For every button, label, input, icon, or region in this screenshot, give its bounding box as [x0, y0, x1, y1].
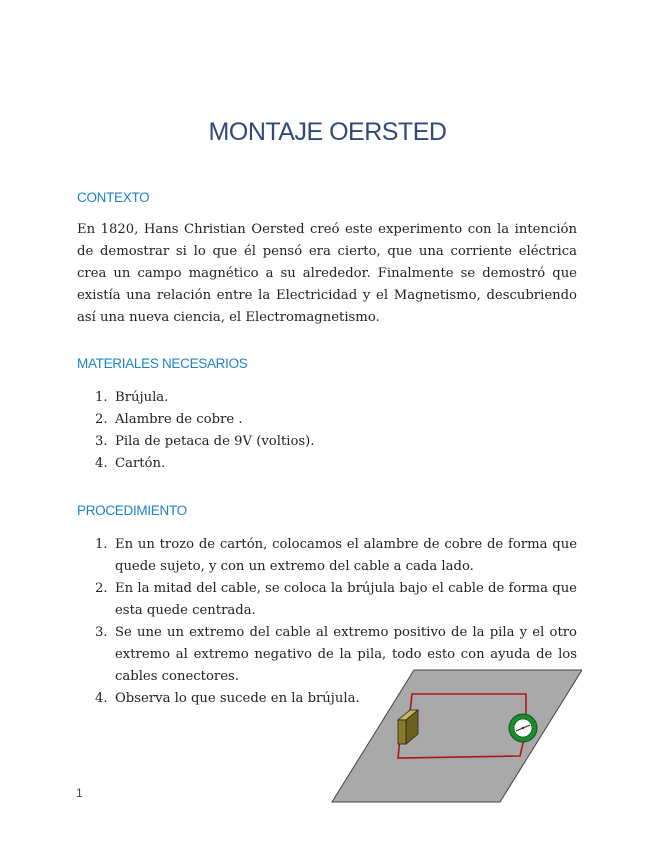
- context-paragraph: En 1820, Hans Christian Oersted creó este experimento con la intención de demostrar si lo que él pensó era cierto, que una corriente eléctrica crea un campo magnético a su alrededor. Finalmente se demostró que existía una relación entre la Electricidad y el Magnetismo, descubriendo así una nueva ciencia, el Electromagnetismo.: [77, 222, 577, 325]
- list-item: [77, 534, 577, 578]
- list-number: 2.: [95, 581, 108, 596]
- oersted-setup-figure: [330, 668, 582, 804]
- list-item-text: Observa lo que sucede en la brújula.: [115, 691, 360, 706]
- list-number: 4.: [95, 691, 108, 706]
- list-number: 1.: [95, 390, 108, 405]
- list-item-text: Alambre de cobre .: [115, 412, 243, 427]
- page-number: 1: [76, 786, 83, 800]
- list-item: [77, 578, 577, 622]
- list-item-text: Se une un extremo del cable al extremo positivo de la pila y el otro extremo al extremo negativo de la pila, todo esto con ayuda de los cables conectores.: [115, 625, 577, 684]
- list-item-text: En un trozo de cartón, colocamos el alambre de cobre de forma que quede sujeto, y con un extremo del cable a cada lado.: [115, 537, 577, 574]
- list-number: 4.: [95, 456, 108, 471]
- list-item: [77, 387, 577, 409]
- materials-list: [77, 387, 577, 475]
- page-title: MONTAJE OERSTED: [208, 118, 447, 146]
- list-number: 3.: [95, 625, 108, 640]
- list-number: 3.: [95, 434, 108, 449]
- list-number: 2.: [95, 412, 108, 427]
- list-item-text: En la mitad del cable, se coloca la brújula bajo el cable de forma que esta quede centrada.: [115, 581, 577, 618]
- list-item-text: Brújula.: [115, 390, 169, 405]
- context-heading: CONTEXTO: [77, 190, 150, 205]
- list-item: [77, 431, 577, 453]
- list-item-text: Pila de petaca de 9V (voltios).: [115, 434, 315, 449]
- compass-icon: [509, 714, 537, 742]
- list-item: [77, 409, 577, 431]
- list-item-text: Cartón.: [115, 456, 166, 471]
- list-item: [77, 453, 577, 475]
- procedure-heading: PROCEDIMIENTO: [77, 503, 187, 518]
- cardboard-board: [332, 670, 582, 802]
- materials-heading: MATERIALES NECESARIOS: [77, 356, 248, 371]
- list-number: 1.: [95, 537, 108, 552]
